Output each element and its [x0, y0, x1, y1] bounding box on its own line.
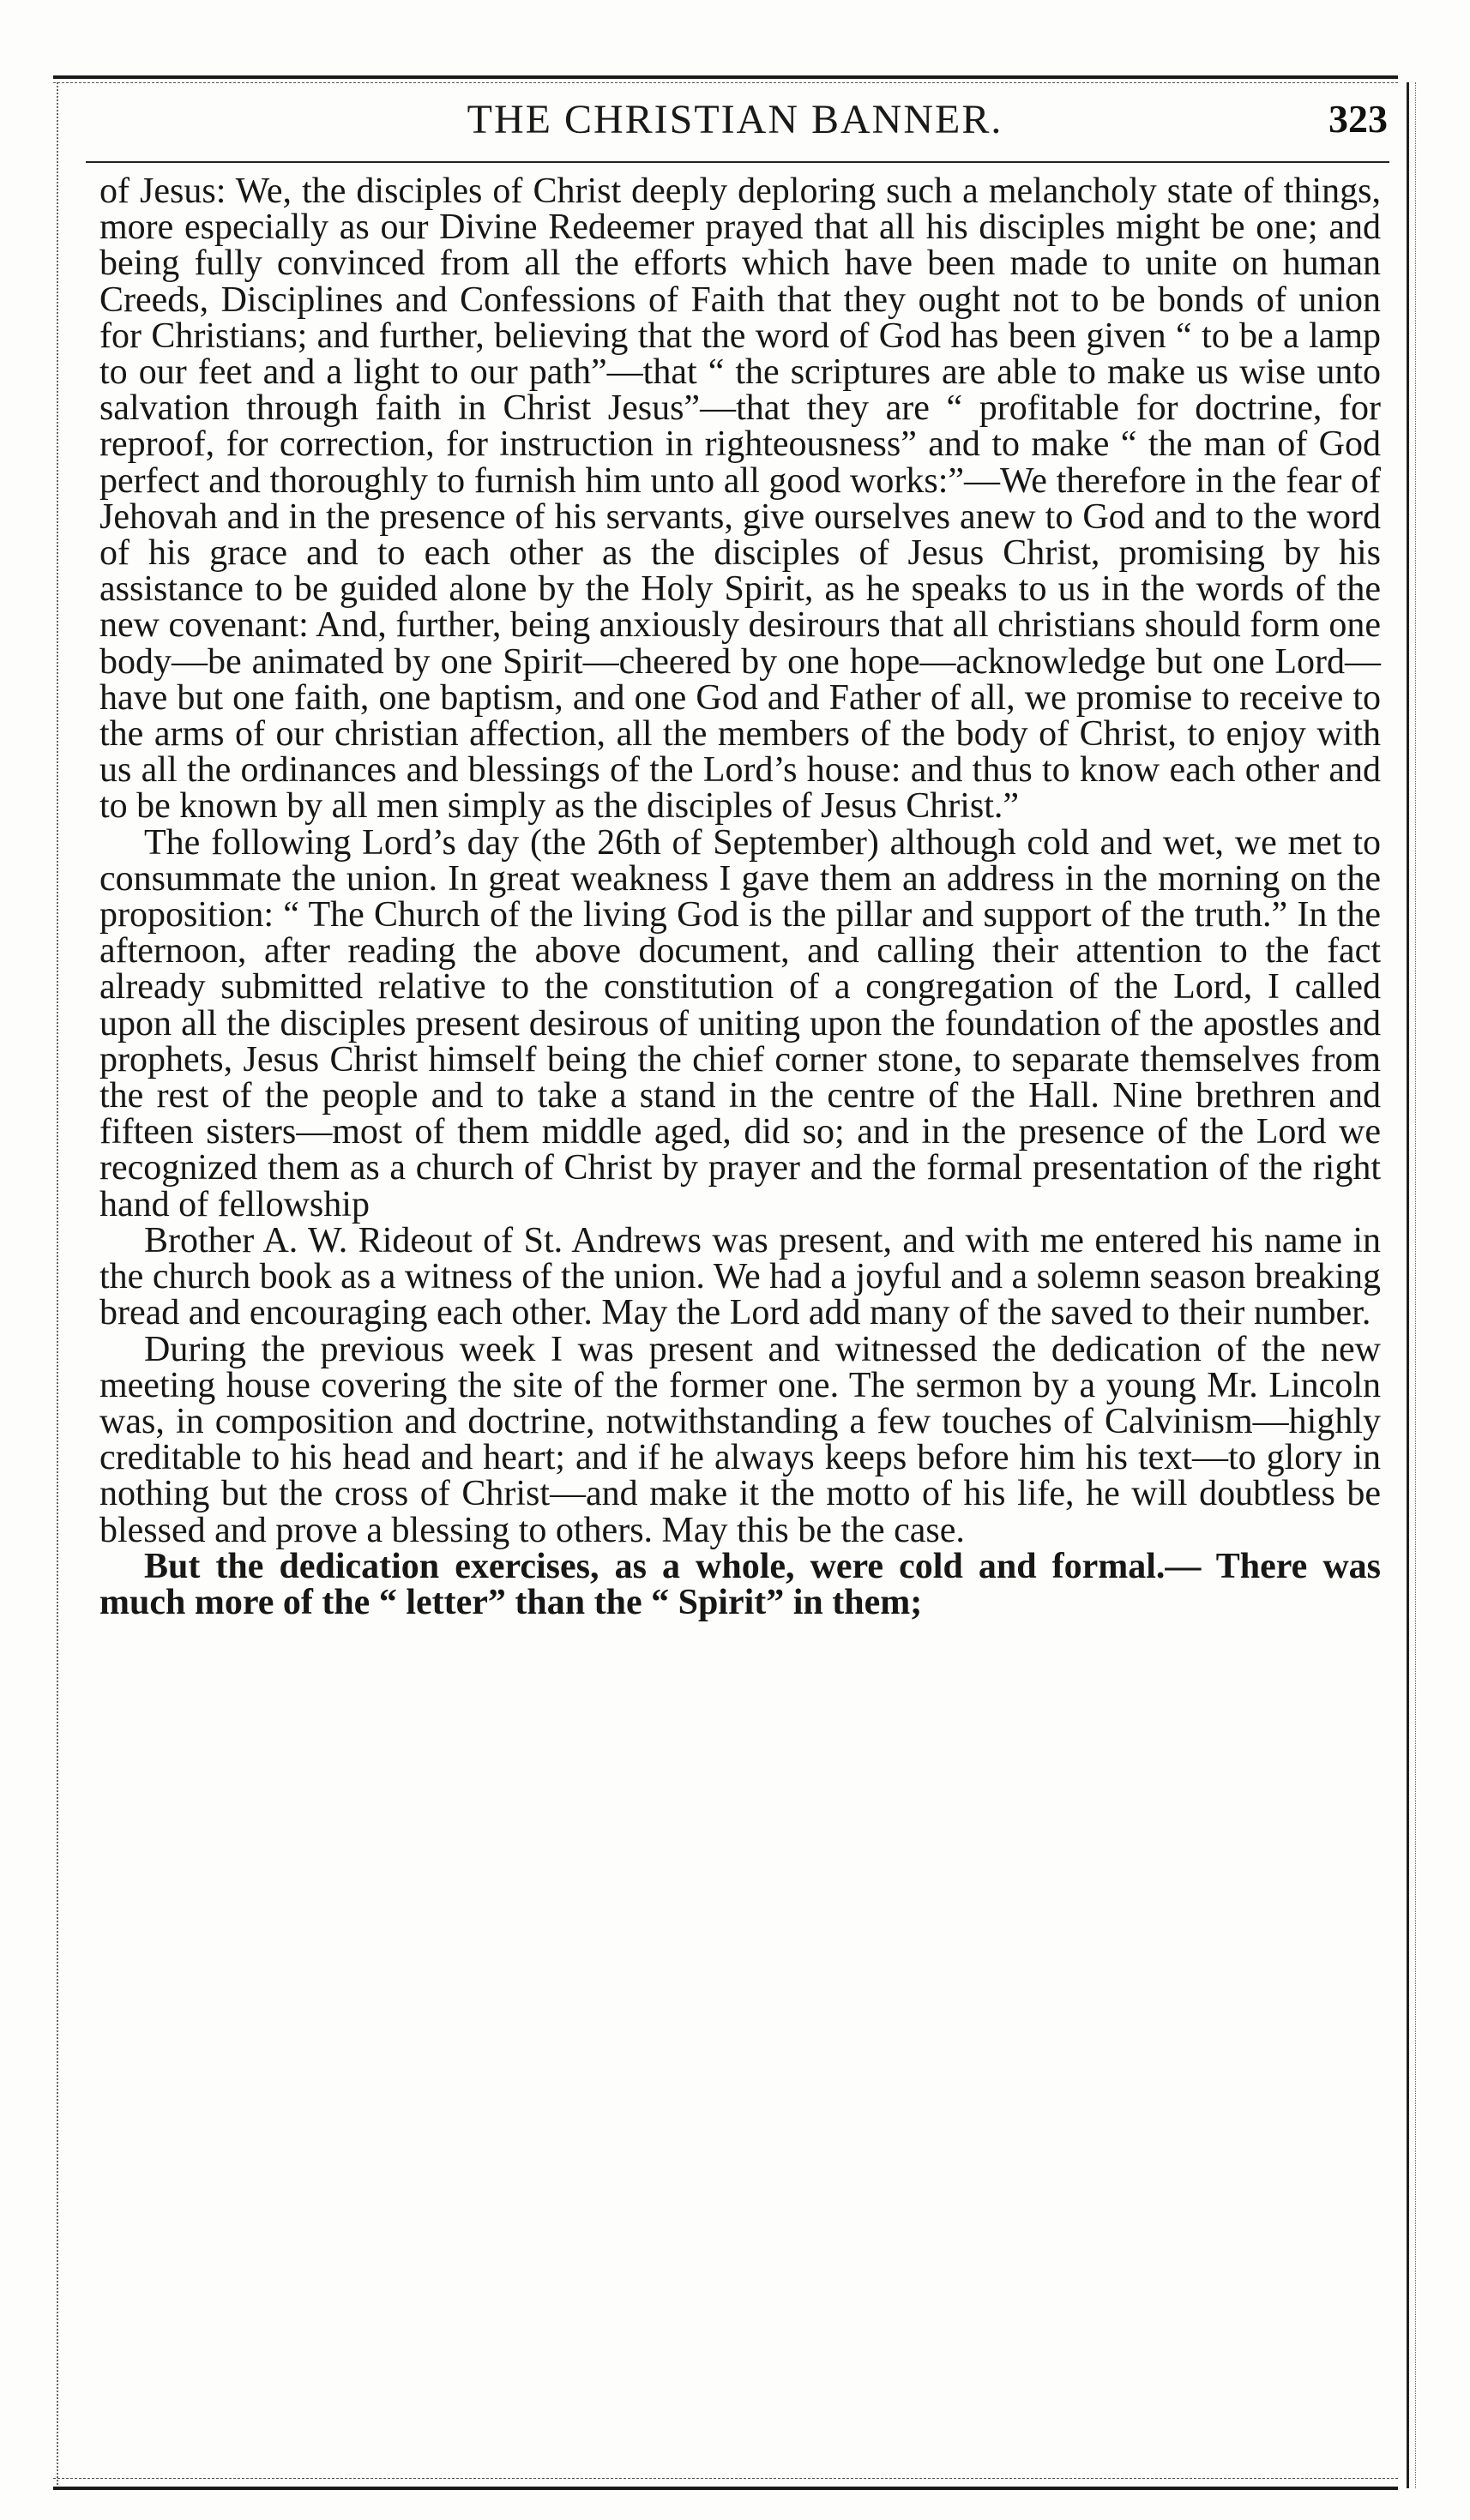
paragraph-declaration: of Jesus: We, the disciples of Christ deeply deploring such a melancholy state of things, more especially as our Divine Redeemer prayed that all his disciples might be one; and being fully convinced from all the efforts which have been made to unite on human Creeds, Disciplines and Confessions of Faith that they ought not to be bonds of union for Christians; and further, believing that the word of God has been given “ to be a lamp to our feet and a light to our path”—that “ the scriptures are able to make us wise unto salvation through faith in Christ Jesus”—that they are “ profitable for doctrine, for reproof, for correction, for instruction in righteousness” and to make “ the man of God perfect and thoroughly to furnish him unto all good works:”—We therefore in the fear of Jehovah and in the presence of his servants, give ourselves anew to God and to the word of his grace and to each other as the disciples of Jesus Christ, promising by his assistance to be guided alone by the Holy Spirit, as he speaks to us in the words of the new covenant: And, further, being anxiously desirours that all christians should form one body—be animated by one Spirit—cheered by one hope—acknowledge but one Lord—have but one faith, one baptism, and one God and Father of all, we promise to receive to the arms of our christian affection, all the members of the body of Christ, to enjoy with us all the ordinances and blessings of the Lord’s house: and thus to know each other and to be known by all men simply as the disciples of Jesus Christ.”: [99, 171, 1381, 827]
bottom-border-dashed-rule: [53, 2478, 1398, 2479]
article-body: [99, 173, 1381, 1621]
running-header-title: THE CHRISTIAN BANNER.: [467, 97, 1003, 142]
bottom-border-rule: [53, 2487, 1398, 2490]
paragraph-lords-day: The following Lord’s day (the 26th of September) although cold and wet, we met to consummate the union. In great weakness I gave them an address in the morning on the proposition: “ The Church of the living God is the pillar and support of the truth.” In the afternoon, after reading the above document, and calling their attention to the fact already submitted relative to the constitution of a congregation of the Lord, I called upon all the disciples present desirous of uniting upon the foundation of the apostles and prophets, Jesus Christ himself being the chief corner stone, to separate themselves from the rest of the people and to take a stand in the centre of the Hall. Nine brethren and fifteen sisters—most of them middle aged, did so; and in the presence of the Lord we recognized them as a church of Christ by prayer and the formal presentation of the right hand of fellowship: [99, 822, 1381, 1224]
paragraph-rideout: Brother A. W. Rideout of St. Andrews was present, and with me entered his name in the church book as a witness of the union. We had a joyful and a solemn season breaking bread and encouraging each other. May the Lord add many of the saved to their number.: [99, 1220, 1381, 1333]
header-rule: [86, 161, 1389, 163]
top-border-dashed-rule: [53, 82, 1398, 83]
left-margin-line: [57, 82, 58, 2488]
right-margin-dotted-line: [1415, 82, 1416, 2488]
paragraph-dedication: During the previous week I was present and witnessed the dedication of the new meeting house covering the site of the former one. The sermon by a young Mr. Lincoln was, in composition and doctrine, notwithstanding a few touches of Calvinism—highly creditable to his head and heart; and if he always keeps before him his text—to glory in nothing but the cross of Christ—and make it the motto of his life, he will doubtless be blessed and prove a blessing to others. May this be the case.: [99, 1329, 1381, 1550]
paragraph-exercises: But the dedication exercises, as a whole, were cold and formal.— There was much more of the “ letter” than the “ Spirit” in them;: [99, 1546, 1381, 1622]
page-number: 323: [1328, 97, 1388, 141]
right-margin-line: [1407, 82, 1409, 2488]
top-border-rule: [53, 75, 1398, 79]
